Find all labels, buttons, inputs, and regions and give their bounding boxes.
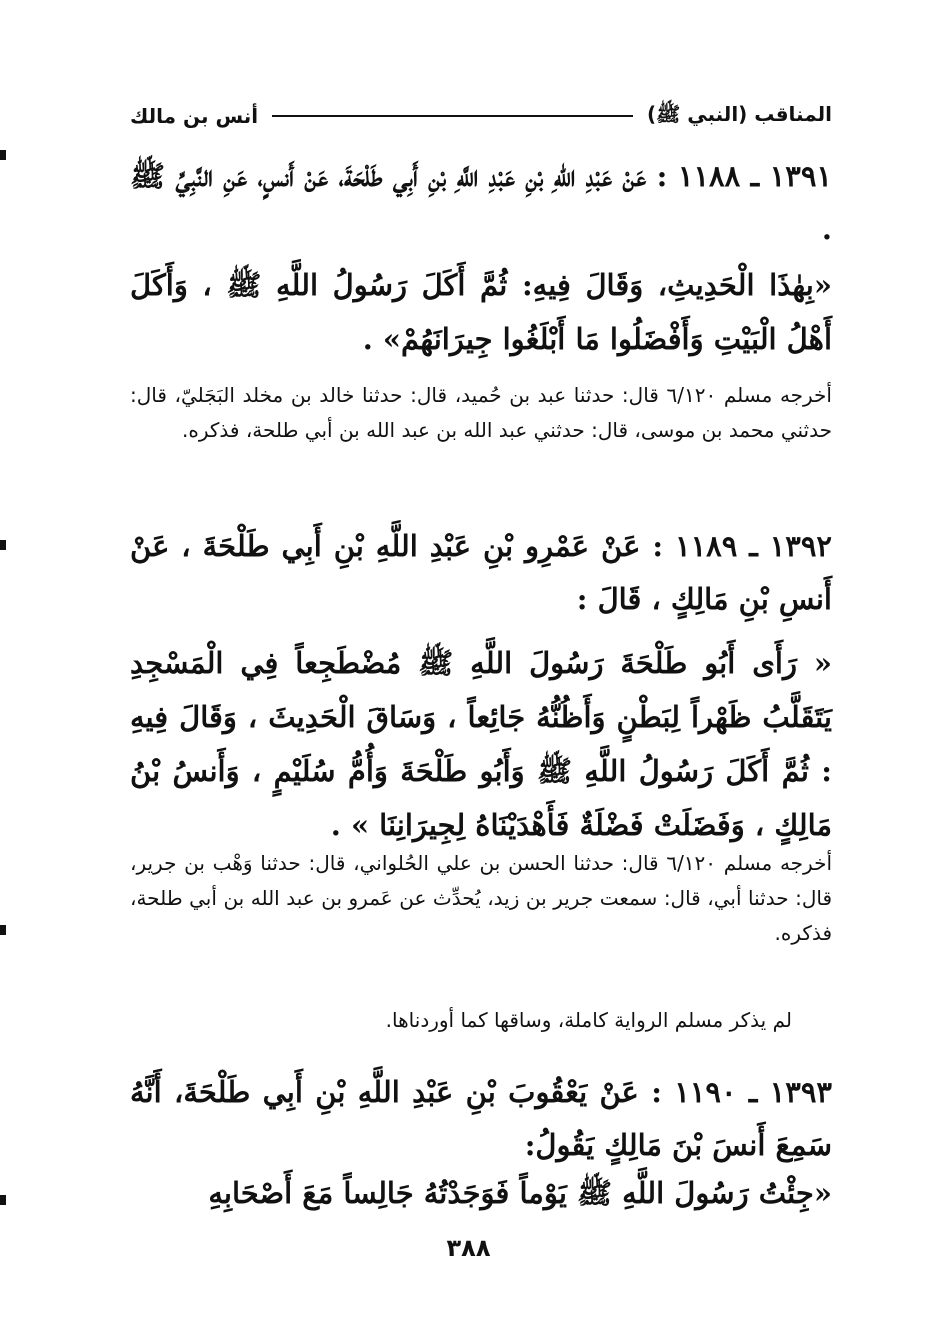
scan-edge-mark (0, 1195, 6, 1205)
hadith-number: ١٣٩٢ ـ ١١٨٩ : (652, 529, 832, 563)
hadith-1391-takhrij: أخرجه مسلم ٦/١٢٠ قال: حدثنا عبد بن حُميد، قال: حدثنا خالد بن مخلد البَجَليّ، قال: حدثني محمد بن موسى، قال: حدثني عبد الله بن عبد الله بن أبي طلحة، فذكره. (130, 383, 832, 442)
scan-edge-mark (0, 925, 6, 935)
hadith-1392-isnad (130, 520, 832, 626)
hadith-1393-matn: «جِئْتُ رَسُولَ اللَّهِ ﷺ يَوْماً فَوَجَدْتُهُ جَالِساً مَعَ أَصْحَابِهِ (208, 1176, 832, 1210)
hadith-isnad-text: عَنْ عَمْرِو بْنِ عَبْدِ اللَّهِ بْنِ أَبِي طَلْحَةَ ، عَنْ أَنسِ بْنِ مَالِكٍ ، قَالَ : (130, 529, 832, 616)
hadith-1391-isnad (130, 150, 832, 256)
page-number: ٣٨٨ (446, 1234, 491, 1262)
hadith-isnad-text: عَنْ عَبْدِ اللهِ بْنِ عَبْدِ اللَّهِ بْنِ أَبِي طَلْحَةَ، عَنْ أَنسٍ، عَنِ النَّبِيِّ ﷺ . (130, 159, 832, 246)
hadith-1391-matn: «بِهٰذَا الْحَدِيثِ، وَقَالَ فِيهِ: ثُمَّ أَكَلَ رَسُولُ اللَّهِ ﷺ ، وَأَكَلَ أَهْلُ الْبَيْتِ وَأَفْضَلُوا مَا أَبْلَغُوا جِيرَانَهُمْ» . (130, 268, 832, 356)
hadith-number: ١٣٩٣ ـ ١١٩٠ : (651, 1075, 832, 1109)
hadith-1392-matn: « رَأَى أَبُو طَلْحَةَ رَسُولَ اللَّهِ ﷺ مُضْطَجِعاً فِي الْمَسْجِدِ يَتَقَلَّبُ ظَهْراً لِبَطْنٍ وَأَظُنُّهُ جَائِعاً ، وَسَاقَ الْحَدِيثَ ، وَقَالَ فِيهِ : ثُمَّ أَكَلَ رَسُولُ اللَّهِ ﷺ وَأَبُو طَلْحَةَ وَأُمُّ سُلَيْمٍ ، وَأَنسُ بْنُ مَالِكٍ ، وَفَضَلَتْ فَضْلَةٌ فَأَهْدَيْنَاهُ لِجِيرَانِنَا » . (130, 646, 832, 842)
hadith-number: ١٣٩١ ـ ١١٨٨ : (656, 159, 832, 193)
scan-edge-mark (0, 540, 6, 550)
editor-note: لم يذكر مسلم الرواية كاملة، وساقها كما أوردناها. (385, 1008, 792, 1032)
chapter-title: أنس بن مالك (130, 104, 259, 128)
hadith-1393-isnad (130, 1066, 832, 1172)
hadith-1392-takhrij: أخرجه مسلم ٦/١٢٠ قال: حدثنا الحسن بن علي الحُلواني، قال: حدثنا وَهْب بن جرير، قال: حدثنا أبي، قال: سمعت جرير بن زيد، يُحدِّث عن عَمرو بن عبد الله بن أبي طلحة، فذكره. (130, 851, 833, 945)
running-header (130, 96, 832, 136)
hadith-isnad-text: عَنْ يَعْقُوبَ بْنِ عَبْدِ اللَّهِ بْنِ أَبِي طَلْحَةَ، أَنَّهُ سَمِعَ أَنسَ بْنَ مَالِكٍ يَقُولُ: (130, 1075, 832, 1162)
scan-edge-mark (0, 150, 6, 160)
header-rule (272, 115, 633, 117)
section-title: المناقب (النبي ﷺ) (646, 101, 832, 126)
